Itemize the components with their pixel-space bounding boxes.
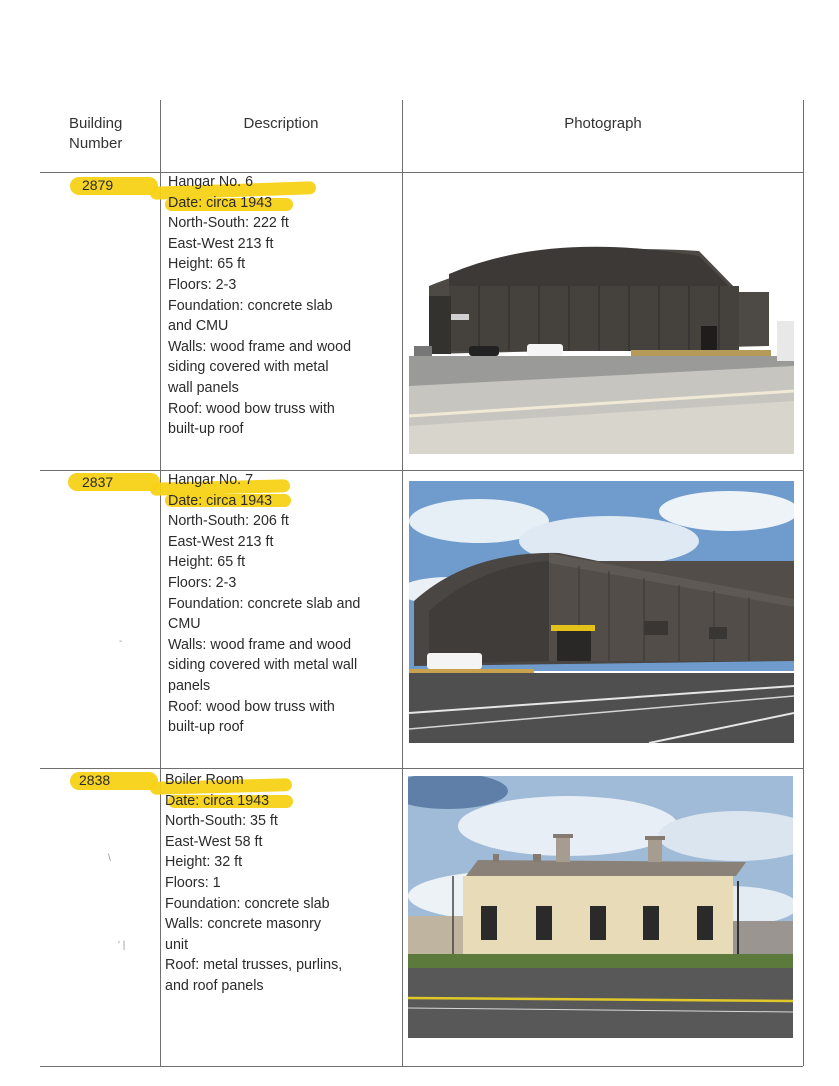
building-description: Hangar No. 6 Date: circa 1943 North-South: 222 ft East-West 213 ft Height: 65 ft Floors: 2-3 Foundation: concrete slab and CMU Walls: wood frame and wood siding covered with metal wall panels Roof: wood bow truss with built-up roof: [168, 172, 402, 440]
hangar-photo: [409, 186, 794, 454]
table-divider-left: [160, 100, 161, 1066]
scan-speck: -: [119, 636, 123, 647]
table-bottom-rule: [40, 1066, 803, 1067]
header-description: Description: [243, 115, 319, 132]
building-number: 2879: [82, 177, 114, 193]
table-divider-middle: [402, 100, 403, 1066]
header-rule: [40, 172, 803, 173]
building-number: 2837: [82, 474, 114, 490]
scan-speck: ' |: [118, 940, 126, 951]
table-border-right: [803, 100, 804, 1066]
row-rule-1: [40, 470, 803, 471]
building-name: Boiler Room: [165, 772, 244, 788]
building-description: Hangar No. 7 Date: circa 1943 North-South: 206 ft East-West 213 ft Height: 65 ft Floors: 2-3 Foundation: concrete slab and CMU Walls: wood frame and wood siding covered with metal wall panels Roof: wood bow truss with built-up roof: [168, 470, 402, 738]
header-building-number: Building Number: [69, 115, 123, 152]
hangar-photo: [409, 481, 794, 743]
scan-speck: \: [108, 853, 111, 864]
header-photograph: Photograph: [564, 115, 642, 132]
building-name: Hangar No. 6: [168, 174, 254, 190]
building-description: Boiler Room Date: circa 1943 North-South: 35 ft East-West 58 ft Height: 32 ft Floors: 1 Foundation: concrete slab Walls: concrete masonry unit Roof: metal trusses, purlins, and roof panels: [165, 770, 399, 997]
building-number: 2838: [79, 772, 111, 788]
building-name: Hangar No. 7: [168, 472, 254, 488]
boiler-room-photo: [408, 776, 793, 1038]
row-rule-2: [40, 768, 803, 769]
